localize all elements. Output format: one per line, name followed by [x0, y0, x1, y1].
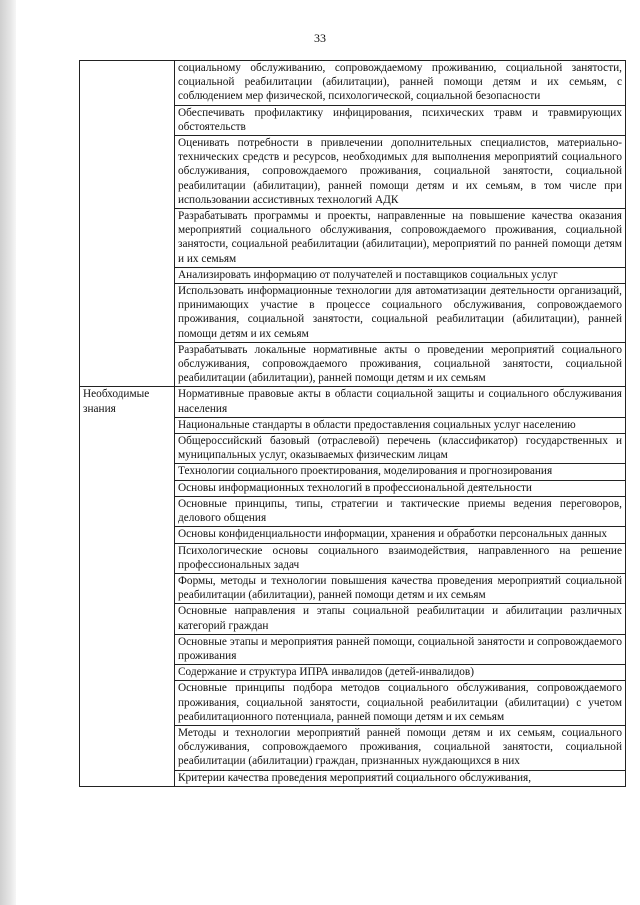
- requirements-table: [79, 60, 626, 787]
- requirement-cell: [175, 573, 626, 603]
- requirement-text: Технологии социального проектирования, моделирования и прогнозирования: [178, 465, 553, 478]
- requirement-text: Основы информационных технологий в профессиональной деятельности: [178, 481, 532, 494]
- requirement-cell: [175, 725, 626, 770]
- requirement-cell: [175, 209, 626, 268]
- requirement-cell: [175, 464, 626, 480]
- table-row: [80, 61, 626, 106]
- requirement-cell: [175, 284, 626, 343]
- requirement-text: Формы, методы и технологии повышения качества проведения мероприятий социальной реабилитации (абилитации), ранней помощи детям и их семьям: [178, 574, 622, 602]
- page-number: 33: [314, 31, 326, 45]
- requirement-cell: [175, 480, 626, 496]
- requirement-text: Основные этапы и мероприятия ранней помощи, социальной занятости и сопровождаемого проживания: [178, 635, 622, 662]
- requirement-cell: [175, 665, 626, 681]
- requirement-cell: [175, 604, 626, 634]
- requirement-text: Анализировать информацию от получателей и поставщиков социальных услуг: [178, 268, 558, 281]
- requirement-cell: [175, 417, 626, 433]
- requirement-text: Нормативные правовые акты в области социальной защиты и социального обслуживания населения: [178, 388, 622, 415]
- requirement-text: Разрабатывать программы и проекты, направленные на повышение качества оказания мероприятий социального обслуживания, сопровождаемого проживания, социальной занятости, социальной реабилитации (абилитации), мероприятий по ранней помощи детям и их семьям: [178, 210, 622, 265]
- requirement-text: Общероссийский базовый (отраслевой) перечень (классификатор) государственных и муниципальных услуг, оказываемых физическим лицам: [178, 435, 622, 462]
- requirement-text: Национальные стандарты в области предоставления социальных услуг населению: [178, 418, 576, 431]
- requirement-cell: [175, 387, 626, 417]
- table-body: [80, 61, 626, 787]
- requirement-cell: [175, 61, 626, 106]
- requirement-cell: [175, 543, 626, 573]
- requirement-text: Основные направления и этапы социальной реабилитации и абилитации различных категорий граждан: [178, 605, 622, 632]
- requirement-text: Разрабатывать локальные нормативные акты о проведении мероприятий социального обслуживания, сопровождаемого проживания, социальной занятости, социальной реабилитации (абилитации), ранней помощи детям и их семьям: [178, 343, 622, 385]
- requirement-text: Обеспечивать профилактику инфицирования, психических травм и травмирующих обстоятельств: [178, 106, 622, 133]
- requirement-text: Использовать информационные технологии для автоматизации деятельности организаций, принимающих участие в процессе социального обслуживания, сопровождаемого проживания, социальной занятости, социальной реабилитации (абилитации), ранней помощи детям и их семьям: [178, 285, 622, 340]
- requirement-cell: [175, 434, 626, 464]
- requirement-cell: [175, 681, 626, 726]
- requirement-text: Методы и технологии мероприятий ранней помощи детям и их семьям, социального обслуживания, сопровождаемого проживания, социальной занятости, социальной реабилитации (абилитации) граждан, признанных нуждающихся в них: [178, 726, 622, 768]
- requirement-text: Основы конфиденциальности информации, хранения и обработки персональных данных: [178, 528, 608, 541]
- requirement-text: Оценивать потребности в привлечении дополнительных специалистов, материально-технических средств и ресурсов, необходимых для выполнения мероприятий социального обслуживания, сопровождаемого проживания, социальной занятости, социальной реабилитации (абилитации), ранней помощи детям и их семьям, в том числе при использовании ассистивных технологий АДК: [178, 137, 622, 206]
- requirement-cell: [175, 136, 626, 209]
- requirement-text: Основные принципы, типы, стратегии и тактические приемы ведения переговоров, делового общения: [178, 497, 622, 525]
- requirement-cell: [175, 267, 626, 283]
- requirement-cell: [175, 527, 626, 543]
- table-row: [80, 387, 626, 417]
- requirement-cell: [175, 634, 626, 664]
- requirement-text: Критерии качества проведения мероприятий социального обслуживания,: [178, 771, 532, 784]
- scan-edge-shadow: [0, 0, 16, 905]
- row-group-label: [80, 61, 175, 387]
- requirement-cell: [175, 770, 626, 786]
- requirement-cell: [175, 105, 626, 135]
- requirement-cell: [175, 496, 626, 526]
- requirement-text: социальному обслуживанию, сопровождаемому проживанию, социальной занятости, социальной реабилитации (абилитации), ранней помощи детям и их семьям, с соблюдением мер физической, психологической, социальной безопасности: [178, 62, 622, 103]
- requirement-text: Основные принципы подбора методов социального обслуживания, сопровождаемого проживания, социальной занятости, социальной реабилитации (абилитации) с учетом реабилитационного потенциала, ранней помощи детям и их семьям: [178, 682, 622, 723]
- row-group-label: Необходимые знания: [80, 387, 175, 786]
- requirement-text: Содержание и структура ИПРА инвалидов (детей-инвалидов): [178, 666, 474, 679]
- requirement-text: Психологические основы социального взаимодействия, направленного на решение профессиональных задач: [178, 544, 622, 571]
- requirement-cell: [175, 342, 626, 387]
